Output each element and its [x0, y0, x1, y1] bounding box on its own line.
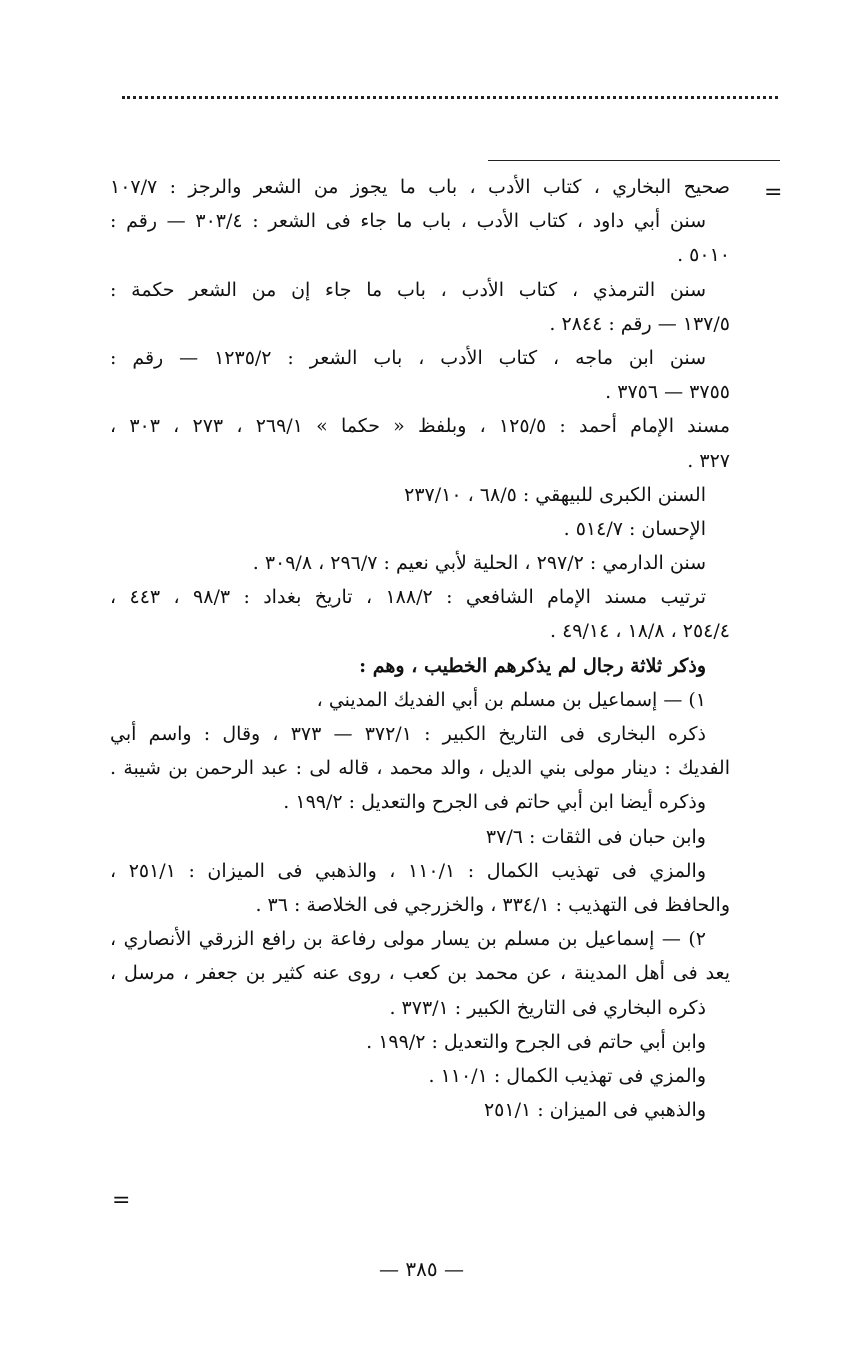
- continuation-mark-top: =: [764, 180, 783, 205]
- footnote-line: ذكره البخاري فى التاريخ الكبير : ٣٧٣/١ .: [389, 996, 706, 1019]
- footnote-line: وذكره أيضا ابن أبي حاتم فى الجرح والتعديل : ١٩٩/٢ .: [283, 791, 706, 814]
- footnote-line: ذكره البخارى فى التاريخ الكبير : ٣٧٢/١ — ٣٧٣ ، وقال : واسم أبي: [110, 723, 706, 745]
- footnote-line: والمزي فى تهذيب الكمال : ١١٠/١ .: [428, 1064, 706, 1087]
- footnote-line: والمزي فى تهذيب الكمال : ١١٠/١ ، والذهبي فى الميزان : ٢٥١/١ ،: [110, 859, 707, 882]
- footnote-line: ٢٥٤/٤ ، ١٨/٨ ، ٤٩/١٤ .: [549, 620, 730, 643]
- footnote-line: سنن الدارمي : ٢٩٧/٢ ، الحلية لأبي نعيم : ٢٩٦/٧ ، ٣٠٩/٨ .: [252, 552, 706, 575]
- footnote-line: والذهبي فى الميزان : ٢٥١/١: [483, 1099, 706, 1122]
- footnote-line: ٥٠١٠ .: [677, 244, 730, 267]
- footnote-line: ١) — إسماعيل بن مسلم بن أبي الفديك المديني ،: [316, 688, 706, 711]
- footnote-line: الإحسان : ٥١٤/٧ .: [563, 517, 706, 540]
- section-heading: وذكر ثلاثة رجال لم يذكرهم الخطيب ، وهم :: [359, 654, 706, 677]
- continuation-mark-bottom: =: [112, 1188, 131, 1213]
- footnote-line: مسند الإمام أحمد : ١٢٥/٥ ، وبلفظ « حكما » ٢٦٩/١ ، ٢٧٣ ، ٣٠٣ ،: [110, 415, 730, 438]
- footnote-line: ١٣٧/٥ — رقم : ٢٨٤٤ .: [549, 312, 730, 335]
- footnote-separator: [488, 160, 780, 161]
- page-number: — ٣٨٥ —: [379, 1257, 464, 1281]
- footnote-line: الفديك : دينار مولى بني الديل ، والد محمد ، قاله لى : عبد الرحمن بن شيبة .: [110, 757, 730, 780]
- footnote-line: وابن حبان فى الثقات : ٣٧/٦: [485, 825, 706, 848]
- footnote-line: صحيح البخاري ، كتاب الأدب ، باب ما يجوز من الشعر والرجز : ١٠٧/٧: [110, 176, 730, 198]
- footnote-line: سنن أبي داود ، كتاب الأدب ، باب ما جاء فى الشعر : ٣٠٣/٤ — رقم :: [110, 210, 706, 233]
- footnote-line: ٢) — إسماعيل بن مسلم بن يسار مولى رفاعة بن رافع الزرقي الأنصاري ،: [110, 928, 706, 951]
- footnote-line: والحافظ فى التهذيب : ٣٣٤/١ ، والخزرجي فى الخلاصة : ٣٦ .: [255, 893, 730, 916]
- dotted-separator: [122, 96, 778, 99]
- footnote-line: سنن الترمذي ، كتاب الأدب ، باب ما جاء إن من الشعر حكمة :: [110, 278, 706, 301]
- footnote-line: يعد فى أهل المدينة ، عن محمد بن كعب ، روى عنه كثير بن جعفر ، مرسل ،: [110, 962, 730, 985]
- footnote-text: [110, 170, 730, 1127]
- footnote-line: ٣٢٧ .: [687, 449, 730, 472]
- footnote-line: وابن أبي حاتم فى الجرح والتعديل : ١٩٩/٢ .: [366, 1030, 706, 1053]
- footnote-line: ٣٧٥٥ — ٣٧٥٦ .: [605, 381, 730, 404]
- footnote-line: السنن الكبرى للبيهقي : ٦٨/٥ ، ٢٣٧/١٠: [404, 483, 706, 506]
- footnote-line: ترتيب مسند الإمام الشافعي : ١٨٨/٢ ، تاريخ بغداد : ٩٨/٣ ، ٤٤٣ ،: [110, 586, 706, 609]
- footnote-line: سنن ابن ماجه ، كتاب الأدب ، باب الشعر : ١٢٣٥/٢ — رقم :: [110, 346, 706, 369]
